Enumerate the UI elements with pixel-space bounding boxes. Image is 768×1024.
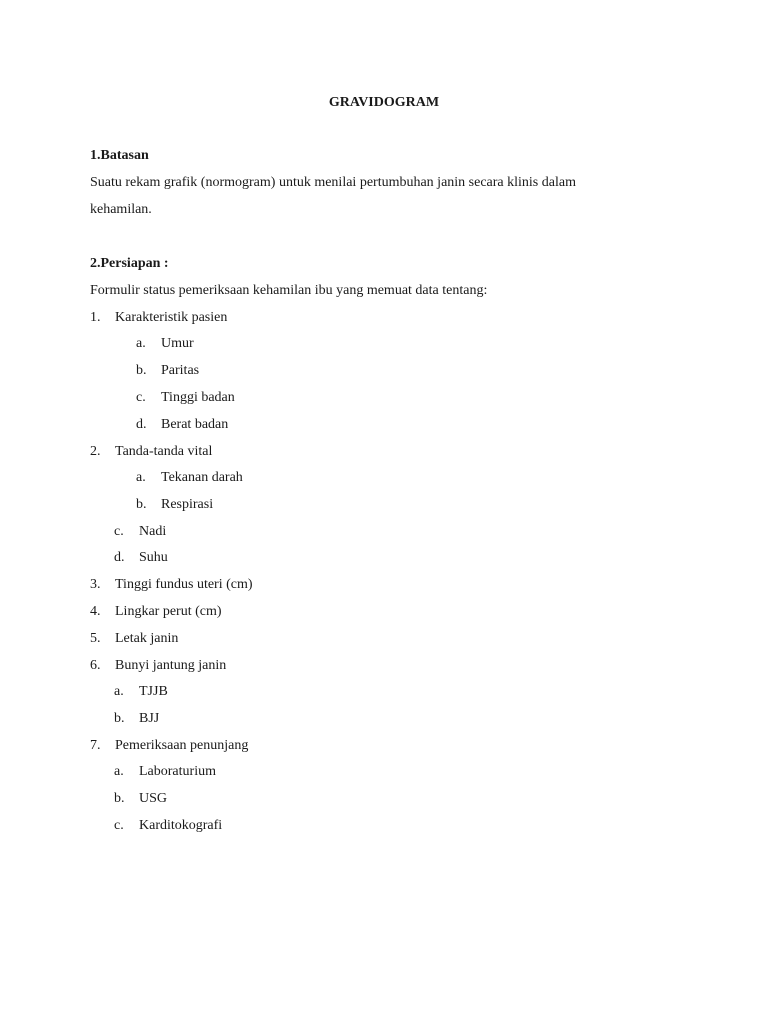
sub-list-item-label: BJJ <box>139 711 160 726</box>
sub-list-item-label: USG <box>139 791 168 806</box>
section-heading-persiapan: 2.Persiapan : <box>90 256 169 271</box>
definition-paragraph-line-2: kehamilan. <box>90 202 152 217</box>
sub-list-item-label: Suhu <box>139 550 168 565</box>
sub-list-item-label: Tinggi badan <box>161 390 235 405</box>
sub-list-item-label: Nadi <box>139 524 167 539</box>
list-item-label: Letak janin <box>115 631 179 646</box>
list-item-label: Lingkar perut (cm) <box>115 604 222 619</box>
list-number: 2. <box>90 444 101 459</box>
list-number: 7. <box>90 738 101 753</box>
list-item-label: Tanda-tanda vital <box>115 444 213 459</box>
sub-list-letter: d. <box>136 417 147 432</box>
list-item-label: Tinggi fundus uteri (cm) <box>115 577 253 592</box>
sub-list-letter: b. <box>136 497 147 512</box>
sub-list-item-label: Respirasi <box>161 497 214 512</box>
sub-list-letter: c. <box>114 524 124 539</box>
sub-list-item-label: Laboraturium <box>139 764 216 779</box>
preparation-intro: Formulir status pemeriksaan kehamilan ibu yang memuat data tentang: <box>90 283 488 298</box>
list-number: 5. <box>90 631 101 646</box>
sub-list-letter: b. <box>114 711 125 726</box>
sub-list-letter: d. <box>114 550 125 565</box>
sub-list-letter: a. <box>114 764 124 779</box>
sub-list-item-label: Paritas <box>161 363 200 378</box>
list-number: 4. <box>90 604 101 619</box>
sub-list-letter: a. <box>136 336 146 351</box>
list-number: 1. <box>90 310 101 325</box>
list-item-label: Karakteristik pasien <box>115 310 228 325</box>
sub-list-letter: b. <box>136 363 147 378</box>
sub-list-item-label: Berat badan <box>161 417 229 432</box>
list-number: 3. <box>90 577 101 592</box>
definition-paragraph-line-1: Suatu rekam grafik (normogram) untuk menilai pertumbuhan janin secara klinis dalam <box>90 175 576 190</box>
list-item-label: Bunyi jantung janin <box>115 658 227 673</box>
list-number: 6. <box>90 658 101 673</box>
sub-list-item-label: TJJB <box>139 684 168 699</box>
sub-list-letter: b. <box>114 791 125 806</box>
sub-list-item-label: Tekanan darah <box>161 470 243 485</box>
sub-list-letter: c. <box>136 390 146 405</box>
sub-list-letter: c. <box>114 818 124 833</box>
sub-list-letter: a. <box>114 684 124 699</box>
section-heading-batasan: 1.Batasan <box>90 148 149 163</box>
sub-list-item-label: Karditokografi <box>139 818 223 833</box>
sub-list-letter: a. <box>136 470 146 485</box>
page-title: GRAVIDOGRAM <box>328 95 440 110</box>
sub-list-item-label: Umur <box>161 336 194 351</box>
list-item-label: Pemeriksaan penunjang <box>115 738 249 753</box>
